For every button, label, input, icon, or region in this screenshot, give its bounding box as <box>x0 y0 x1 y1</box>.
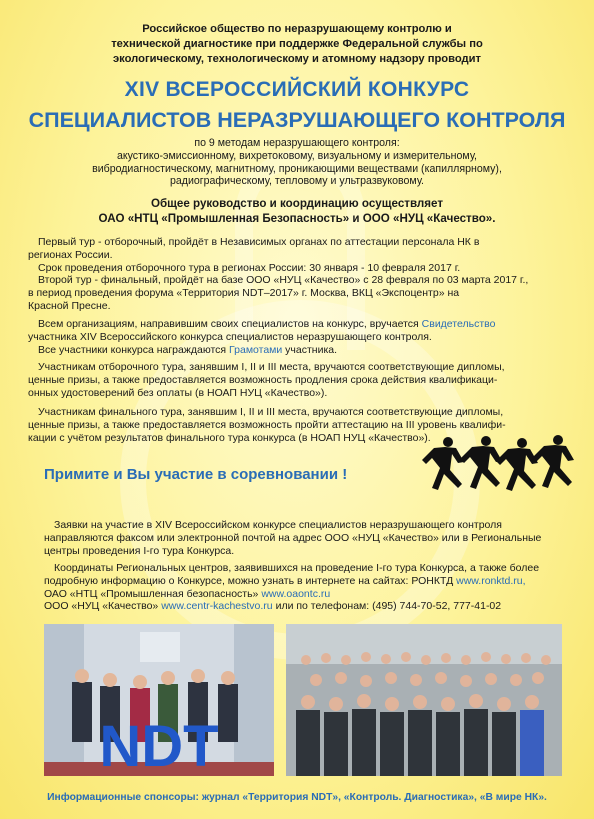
certificate-link[interactable]: Свидетельство <box>421 318 496 330</box>
text-line: участника XIV Всероссийского конкурса специалистов неразрушающего контроля. <box>28 330 432 343</box>
paragraph-certificate <box>28 318 568 356</box>
text-line <box>44 600 564 613</box>
text-line: направляются факсом или электронной почтой на адрес ООО «НУЦ «Качество» или в Региональные <box>44 531 542 544</box>
organizer-header <box>60 22 534 67</box>
header-line: Российское общество по неразрушающему контролю и <box>142 23 452 35</box>
methods-line: по 9 методам неразрушающего контроля: <box>194 137 400 149</box>
paragraph-applications <box>44 519 564 557</box>
methods-line: радиографическому, тепловому и ультразвуковому. <box>169 175 425 188</box>
text-line: ценные призы, а также предоставляется возможность продления срока действия квалификаци- <box>28 373 498 386</box>
lead-line: Общее руководство и координацию осуществляет <box>150 197 444 210</box>
text-span: ОАО «НТЦ «Промышленная безопасность» <box>44 587 262 600</box>
diplomas-link[interactable]: Грамотами <box>229 343 283 356</box>
text-line: Участникам отборочного тура, занявшим I, II и III места, вручаются соответствующие дипломы, <box>38 361 505 373</box>
text-span: Все участники конкурса награждаются <box>38 343 230 356</box>
methods-list <box>60 137 534 188</box>
paragraph-contacts <box>44 562 564 613</box>
group-photo <box>286 624 562 776</box>
info-sponsors: Информационные спонсоры: журнал «Территория NDT», «Контроль. Диагностика», «В мире НК». <box>47 792 547 803</box>
text-line <box>28 344 568 357</box>
text-span: Всем организациям, направившим своих специалистов на конкурс, вручается <box>38 318 422 330</box>
winners-photo <box>44 624 274 776</box>
methods-line: акустико-эмиссионному, вихретоковому, визуальному и измерительному, <box>116 149 477 162</box>
text-span: или по телефонам: (495) 744-70-52, 777-41-02 <box>272 600 502 613</box>
text-line: Заявки на участие в XIV Всероссийском конкурсе специалистов неразрушающего контроля <box>54 519 502 531</box>
text-span: подробную информацию о Конкурсе, можно узнать в интернете на сайтах: РОНКТД <box>44 574 457 587</box>
oaontc-link[interactable]: www.oaontc.ru <box>261 587 331 600</box>
header-line: технической диагностике при поддержке Федеральной службы по <box>111 38 483 50</box>
text-line: Первый тур - отборочный, пройдёт в Независимых органах по аттестации персонала НК в <box>38 236 480 248</box>
text-line: центры проведения I-го тура Конкурса. <box>44 544 235 557</box>
runners-illustration-icon <box>418 432 578 502</box>
title-line-2: СПЕЦИАЛИСТОВ НЕРАЗРУШАЮЩЕГО КОНТРОЛЯ <box>28 108 566 132</box>
group-photo-drawing <box>286 624 562 776</box>
invite-heading: Примите и Вы участие в соревновании ! <box>44 466 348 483</box>
text-line <box>28 318 568 331</box>
centr-kachestvo-link[interactable]: www.centr-kachestvo.ru <box>161 600 273 613</box>
winners-photo-drawing <box>44 624 274 776</box>
text-line: Второй тур - финальный, пройдёт на базе ООО «НУЦ «Качество» с 28 февраля по 03 марта 2017 г., <box>38 274 529 287</box>
text-line: регионах России. <box>28 248 113 261</box>
ndt-banner-text: NDT <box>99 714 219 776</box>
title-line-1: XIV ВСЕРОССИЙСКИЙ КОНКУРС <box>124 78 470 101</box>
lead-line: ОАО «НТЦ «Промышленная Безопасность» и ООО «НУЦ «Качество». <box>98 212 496 225</box>
text-line <box>44 575 564 588</box>
paragraph-qualifying-prizes <box>28 361 568 399</box>
paragraph-tours <box>28 236 568 313</box>
coordination-lead <box>60 196 534 226</box>
text-line: Красной Пресне. <box>28 299 111 312</box>
text-line: кации с учётом результатов финального тура конкурса (в НОАП НУЦ «Качество»). <box>28 431 431 444</box>
text-line: Срок проведения отборочного тура в регионах России: 30 января - 10 февраля 2017 г. <box>38 261 461 274</box>
ronktd-link[interactable]: www.ronktd.ru, <box>456 574 526 587</box>
text-span: ООО «НУЦ «Качество» <box>44 600 162 613</box>
text-line: онных удостоверений без оплаты (в НОАП НУЦ «Качество»). <box>28 386 328 399</box>
text-line: в период проведения форума «Территория NDT–2017» г. Москва, ВКЦ «Экспоцентр» на <box>28 287 460 300</box>
methods-line: вибродиагностическому, магнитному, проникающими веществами (капиллярному), <box>92 162 502 175</box>
text-line: Координаты Региональных центров, заявившихся на проведение I-го тура Конкурса, а также более <box>54 562 540 574</box>
text-line: ценные призы, а также предоставляется возможность пройти аттестацию на III уровень квалифи- <box>28 418 506 431</box>
text-line: Участникам финального тура, занявшим I, II и III места, вручаются соответствующие дипломы, <box>38 406 504 418</box>
header-line: экологическому, технологическому и атомному надзору проводит <box>112 53 482 65</box>
text-line <box>44 588 564 601</box>
text-span: участника. <box>282 343 338 356</box>
